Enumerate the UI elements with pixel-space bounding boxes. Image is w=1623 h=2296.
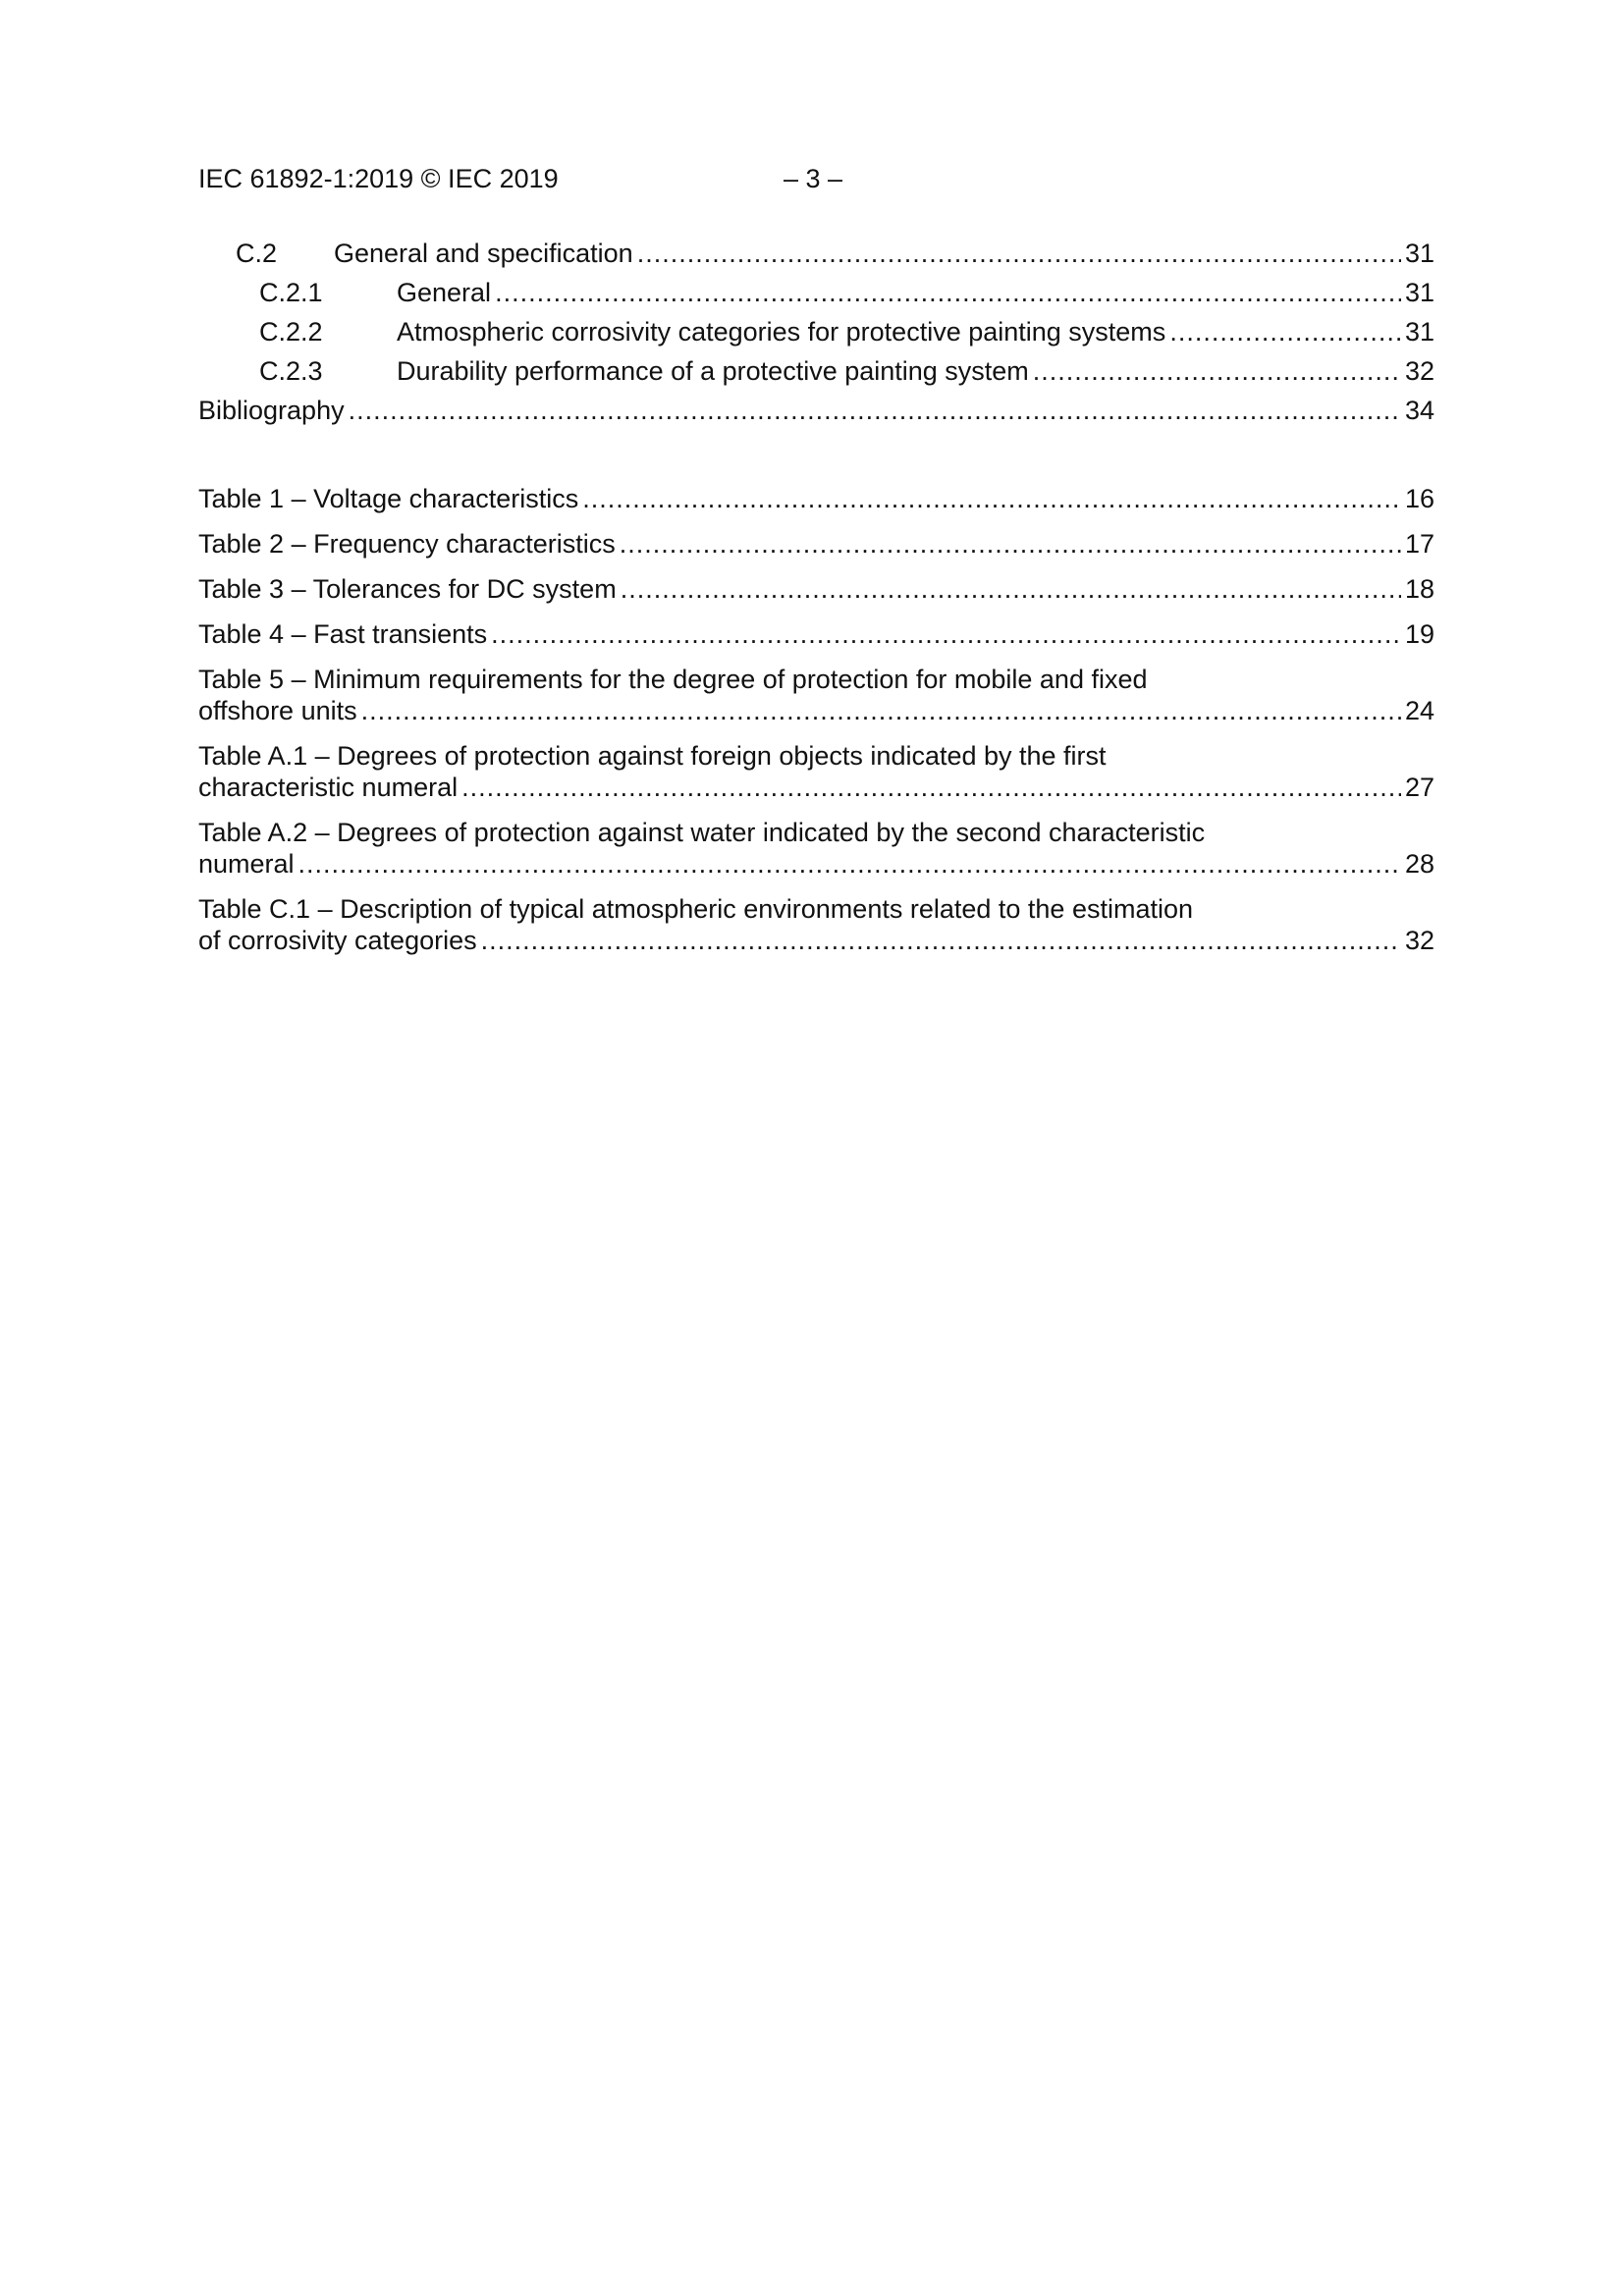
- toc-leader-dots: [637, 234, 1401, 273]
- toc-entry-number: C.2.3: [259, 356, 323, 386]
- toc-leader-dots: [298, 848, 1401, 880]
- toc-leader-dots: [481, 925, 1401, 956]
- list-of-tables: [198, 483, 1434, 970]
- toc-entry-c2-3[interactable]: [198, 351, 1434, 391]
- toc-entry-page: 31: [1404, 317, 1434, 347]
- toc-entry-page: 31: [1404, 239, 1434, 268]
- table-entry-4[interactable]: [198, 618, 1434, 650]
- toc-leader-dots: [491, 618, 1401, 650]
- toc-entry-c2-1[interactable]: [198, 273, 1434, 312]
- toc-entry-page: 32: [1404, 356, 1434, 386]
- toc-entry-bibliography[interactable]: [198, 391, 1434, 430]
- table-entry-page: 27: [1404, 773, 1434, 802]
- table-of-contents: [198, 234, 1434, 430]
- table-entry-1[interactable]: [198, 483, 1434, 514]
- document-identifier: IEC 61892-1:2019 © IEC 2019: [198, 164, 559, 193]
- toc-leader-dots: [620, 528, 1401, 560]
- table-entry-title: Table 3 – Tolerances for DC system: [198, 574, 617, 604]
- toc-entry-c2[interactable]: [198, 234, 1434, 273]
- toc-leader-dots: [582, 483, 1401, 514]
- toc-entry-title: General and specification: [334, 239, 633, 268]
- table-entry-page: 19: [1404, 619, 1434, 649]
- table-entry-title-line2: of corrosivity categories: [198, 926, 477, 955]
- toc-leader-dots: [495, 273, 1401, 312]
- table-entry-5[interactable]: [198, 664, 1434, 726]
- toc-entry-title: Atmospheric corrosivity categories for protective painting systems: [397, 317, 1166, 347]
- table-entry-page: 32: [1404, 926, 1434, 955]
- table-entry-2[interactable]: [198, 528, 1434, 560]
- toc-entry-page: 31: [1404, 278, 1434, 307]
- toc-entry-number: C.2.2: [259, 317, 323, 347]
- table-entry-page: 24: [1404, 696, 1434, 725]
- toc-entry-title: Bibliography: [198, 396, 345, 425]
- table-entry-page: 17: [1404, 529, 1434, 559]
- toc-entry-c2-2[interactable]: [198, 312, 1434, 351]
- page-number: – 3 –: [784, 164, 843, 193]
- toc-entry-title: General: [397, 278, 492, 307]
- table-entry-title-line1: Table A.2 – Degrees of protection against water indicated by the second characteristic: [198, 818, 1206, 847]
- toc-leader-dots: [461, 772, 1401, 803]
- table-entry-title-line2: numeral: [198, 849, 295, 879]
- table-entry-title-line1: Table A.1 – Degrees of protection against foreign objects indicated by the first: [198, 741, 1107, 771]
- table-entry-a1[interactable]: [198, 740, 1434, 803]
- toc-entry-number: C.2: [236, 239, 278, 268]
- toc-entry-title: Durability performance of a protective painting system: [397, 356, 1029, 386]
- table-entry-title-line2: offshore units: [198, 696, 357, 725]
- table-entry-a2[interactable]: [198, 817, 1434, 880]
- table-entry-title: Table 2 – Frequency characteristics: [198, 529, 616, 559]
- table-entry-title-line1: Table 5 – Minimum requirements for the degree of protection for mobile and fixed: [198, 665, 1148, 694]
- table-entry-title: Table 4 – Fast transients: [198, 619, 488, 649]
- table-entry-c1[interactable]: [198, 893, 1434, 956]
- table-entry-3[interactable]: [198, 573, 1434, 605]
- toc-leader-dots: [1033, 351, 1401, 391]
- table-entry-page: 28: [1404, 849, 1434, 879]
- table-entry-title: Table 1 – Voltage characteristics: [198, 484, 579, 513]
- toc-leader-dots: [349, 391, 1401, 430]
- toc-entry-number: C.2.1: [259, 278, 323, 307]
- toc-leader-dots: [361, 695, 1401, 726]
- toc-entry-page: 34: [1404, 396, 1434, 425]
- table-entry-page: 18: [1404, 574, 1434, 604]
- table-entry-title-line2: characteristic numeral: [198, 773, 459, 802]
- toc-leader-dots: [621, 573, 1401, 605]
- toc-leader-dots: [1169, 312, 1401, 351]
- page-header: [198, 161, 1435, 196]
- table-entry-title-line1: Table C.1 – Description of typical atmospheric environments related to the estimation: [198, 894, 1194, 924]
- table-entry-page: 16: [1404, 484, 1434, 513]
